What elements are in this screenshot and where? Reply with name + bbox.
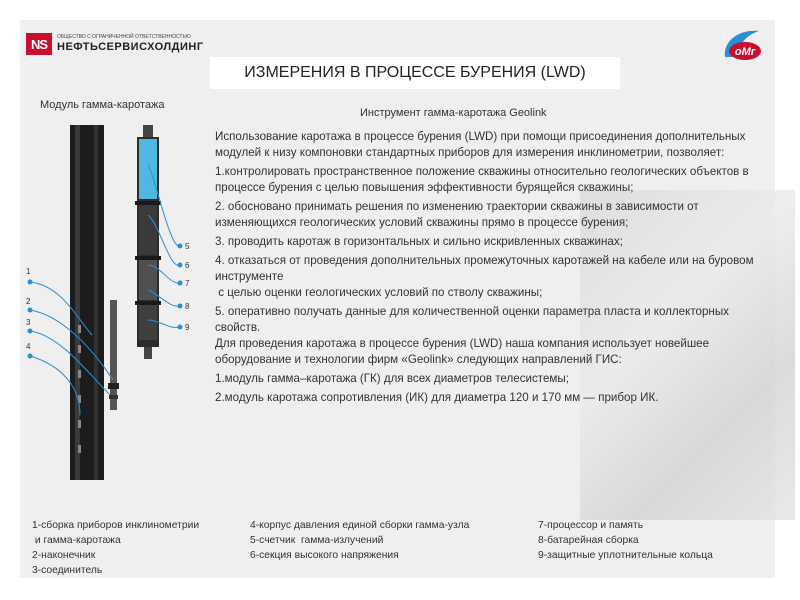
legend-item: и гамма-каротажа	[32, 535, 121, 546]
legend-item: 8-батарейная сборка	[538, 535, 639, 546]
list-item: 1.контролировать пространственное положение скважины относительно геологических объектов в процессе бурения с целью повышения эффективности бурящейся скважины;	[215, 165, 749, 194]
callout-7: 7	[185, 279, 190, 288]
list-item: 4. отказаться от проведения дополнительных промежуточных каротажей на кабеле или на буровом инструменте	[215, 254, 754, 283]
list-item: 3. проводить каротаж в горизонтальных и сильно искривленных скважинах;	[215, 235, 623, 248]
intro-paragraph: Использование каротажа в процессе бурения (LWD) при помощи присоединения дополнительных модулей к низу компоновки стандартных приборов для измерения инклинометрии, позволяет:	[215, 130, 746, 159]
legend-column-3	[538, 518, 713, 563]
legend-item: 1-сборка приборов инклинометрии	[32, 520, 200, 531]
legend-item: 9-защитные уплотнительные кольца	[538, 550, 713, 561]
legend-item: 5-счетчик гамма-излучений	[250, 535, 384, 546]
tool-label: Инструмент гамма-каротажа Geolink	[360, 107, 547, 119]
list-item: 2.модуль каротажа сопротивления (ИК) для диаметра 120 и 170 мм — прибор ИК.	[215, 391, 659, 404]
logo-small-text: ОБЩЕСТВО С ОГРАНИЧЕННОЙ ОТВЕТСТВЕННОСТЬЮ	[57, 34, 191, 40]
callout-1: 1	[26, 267, 31, 276]
list-item: с целью оценки геологических условий по стволу скважины;	[215, 286, 543, 299]
callout-3: 3	[26, 318, 31, 327]
list-item: 2. обосновано принимать решения по изменению траектории скважины в зависимости от изменяющихся геологических условий скважины прямо в процессе бурения;	[215, 200, 699, 229]
list-item: 5. оперативно получать данные для количественной оценки параметра пласта и коллекторных свойств.	[215, 305, 729, 334]
callout-5: 5	[185, 242, 190, 251]
module-label: Модуль гамма-каротажа	[40, 99, 165, 111]
legend-item: 7-процессор и память	[538, 520, 644, 531]
legend-item: 4-корпус давления единой сборки гамма-узла	[250, 520, 470, 531]
gamma-module-diagram	[20, 115, 210, 515]
paragraph: Для проведения каротажа в процессе бурения (LWD) наша компания использует новейшее оборудование и технологии фирм «Geolink» следующих направлений ГИС:	[215, 337, 710, 366]
legend-item: 2-наконечник	[32, 550, 96, 561]
list-item: 1.модуль гамма–каротажа (ГК) для всех диаметров телесистемы;	[215, 372, 569, 385]
legend-column-1	[32, 518, 199, 578]
logo-badge: NS	[26, 33, 52, 55]
page-title: ИЗМЕРЕНИЯ В ПРОЦЕССЕ БУРЕНИЯ (LWD)	[210, 57, 620, 89]
legend-item: 6-секция высокого напряжения	[250, 550, 399, 561]
callout-6: 6	[185, 261, 190, 270]
callout-9: 9	[185, 323, 190, 332]
logo-company-name: НЕФТЬСЕРВИСХОЛДИНГ	[57, 41, 204, 53]
callout-8: 8	[185, 302, 190, 311]
callout-2: 2	[26, 297, 31, 306]
company-logo	[26, 33, 204, 55]
brand-logo-icon	[717, 27, 767, 63]
probe-tip	[110, 300, 117, 410]
legend-item: 3-соединитель	[32, 565, 103, 576]
brand-mark-text: oMr	[734, 46, 756, 58]
main-text	[215, 129, 755, 409]
callout-4: 4	[26, 342, 31, 351]
legend-column-2	[250, 518, 469, 563]
